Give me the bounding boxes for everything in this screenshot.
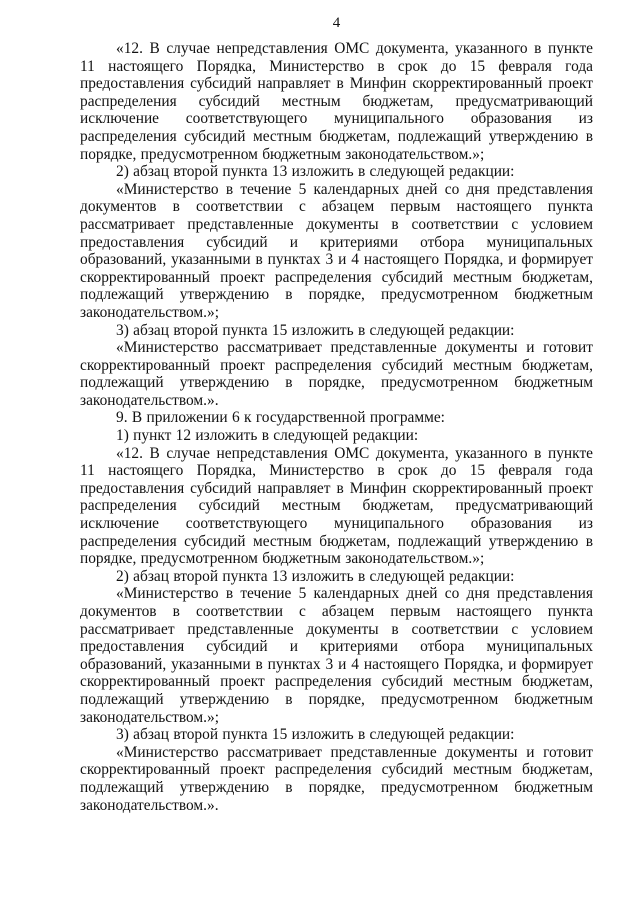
paragraph-2: 2) абзац второй пункта 13 изложить в следующей редакции: [116, 163, 515, 181]
paragraph-12: «Министерство рассматривает представленные документы и готовит скорректированный проект распределения субсидий местным бюджетам, подлежащий утверждению в порядке, предусмотренном бюджетным законодательством.». [80, 743, 593, 814]
page-number: 4 [332, 15, 341, 31]
paragraph-3: «Министерство в течение 5 календарных дней со дня представления документов в соответствии с абзацем первым настоящего пункта рассматривает представленные документы в соответствии с условием предоставления субсидий и критериями отбора муниципальных образований, указанными в пунктах 3 и 4 настоящего Порядка, и формирует скорректированный проект распределения субсидий местным бюджетам, подлежащий утверждению в порядке, предусмотренном бюджетным законодательством.»; [80, 180, 593, 321]
paragraph-7: 1) пункт 12 изложить в следующей редакции: [116, 427, 419, 445]
paragraph-11: 3) абзац второй пункта 15 изложить в следующей редакции: [116, 726, 515, 744]
paragraph-6: 9. В приложении 6 к государственной программе: [116, 409, 445, 427]
paragraph-10: «Министерство в течение 5 календарных дней со дня представления документов в соответствии с абзацем первым настоящего пункта рассматривает представленные документы в соответствии с условием предоставления субсидий и критериями отбора муниципальных образований, указанными в пунктах 3 и 4 настоящего Порядка, и формирует скорректированный проект распределения субсидий местным бюджетам, подлежащий утверждению в порядке, предусмотренном бюджетным законодательством.»; [80, 585, 593, 726]
paragraph-5: «Министерство рассматривает представленные документы и готовит скорректированный проект распределения субсидий местным бюджетам, подлежащий утверждению в порядке, предусмотренном бюджетным законодательством.». [80, 339, 593, 409]
paragraph-4: 3) абзац второй пункта 15 изложить в следующей редакции: [116, 321, 515, 339]
paragraph-8: «12. В случае непредставления ОМС документа, указанного в пункте 11 настоящего Порядка, Министерство в срок до 15 февраля года предоставления субсидий направляет в Минфин скорректированный проект распределения субсидий местным бюджетам, предусматривающий исключение соответствующего муниципального образования из распределения субсидий местным бюджетам, подлежащий утверждению в порядке, предусмотренном бюджетным законодательством.»; [80, 444, 593, 568]
paragraph-1: «12. В случае непредставления ОМС документа, указанного в пункте 11 настоящего Порядка, Министерство в срок до 15 февраля года предоставления субсидий направляет в Минфин скорректированный проект распределения субсидий местным бюджетам, предусматривающий исключение соответствующего муниципального образования из распределения субсидий местным бюджетам, подлежащий утверждению в порядке, предусмотренном бюджетным законодательством.»; [80, 40, 593, 163]
paragraph-9: 2) абзац второй пункта 13 изложить в следующей редакции: [116, 567, 515, 585]
document-page [80, 14, 593, 814]
